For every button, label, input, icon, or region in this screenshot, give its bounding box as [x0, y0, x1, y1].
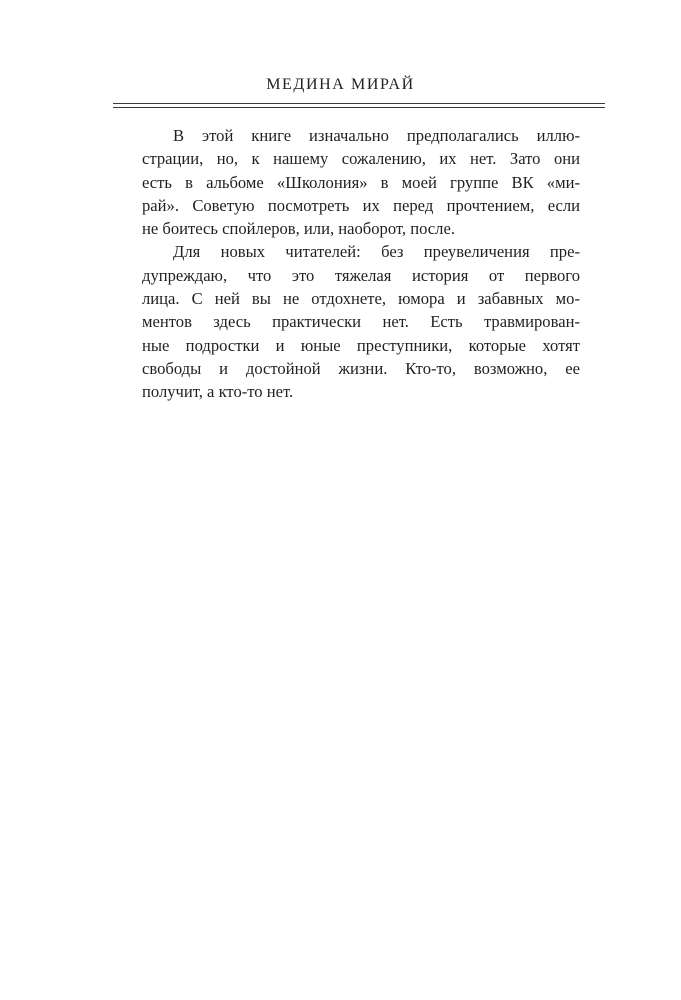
paragraph-1-line-1: В этой книге изначально предполагались иллю-: [173, 126, 580, 145]
paragraph-2-line-2: дупреждаю, что это тяжелая история от первого: [142, 265, 580, 285]
paragraph-1-line-3: есть в альбоме «Школония» в моей группе ВК «ми-: [142, 172, 580, 192]
paragraph-1-line-2: страции, но, к нашему сожалению, их нет. Зато они: [142, 149, 580, 169]
paragraph-2-line-7: получит, а кто-то нет.: [142, 382, 294, 402]
header-rule-top: [113, 103, 605, 104]
header-rule-bottom: [113, 107, 605, 108]
paragraph-2-line-1: Для новых читателей: без преувеличения пре-: [173, 242, 580, 262]
paragraph-2-line-4: ментов здесь практически нет. Есть травмирован-: [142, 312, 580, 332]
paragraph-1-line-5: не боитесь спойлеров, или, наоборот, после.: [142, 219, 455, 239]
paragraph-1-line-4: рай». Советую посмотреть их перед прочтением, если: [142, 195, 580, 215]
paragraph-2-line-3: лица. С ней вы не отдохнете, юмора и забавных мо-: [142, 289, 580, 309]
paragraph-2-line-6: свободы и достойной жизни. Кто-то, возможно, ее: [142, 358, 580, 378]
body-text: [142, 124, 580, 404]
running-head-author: МЕДИНА МИРАЙ: [266, 76, 415, 93]
paragraph-2-line-5: ные подростки и юные преступники, которые хотят: [142, 335, 580, 355]
